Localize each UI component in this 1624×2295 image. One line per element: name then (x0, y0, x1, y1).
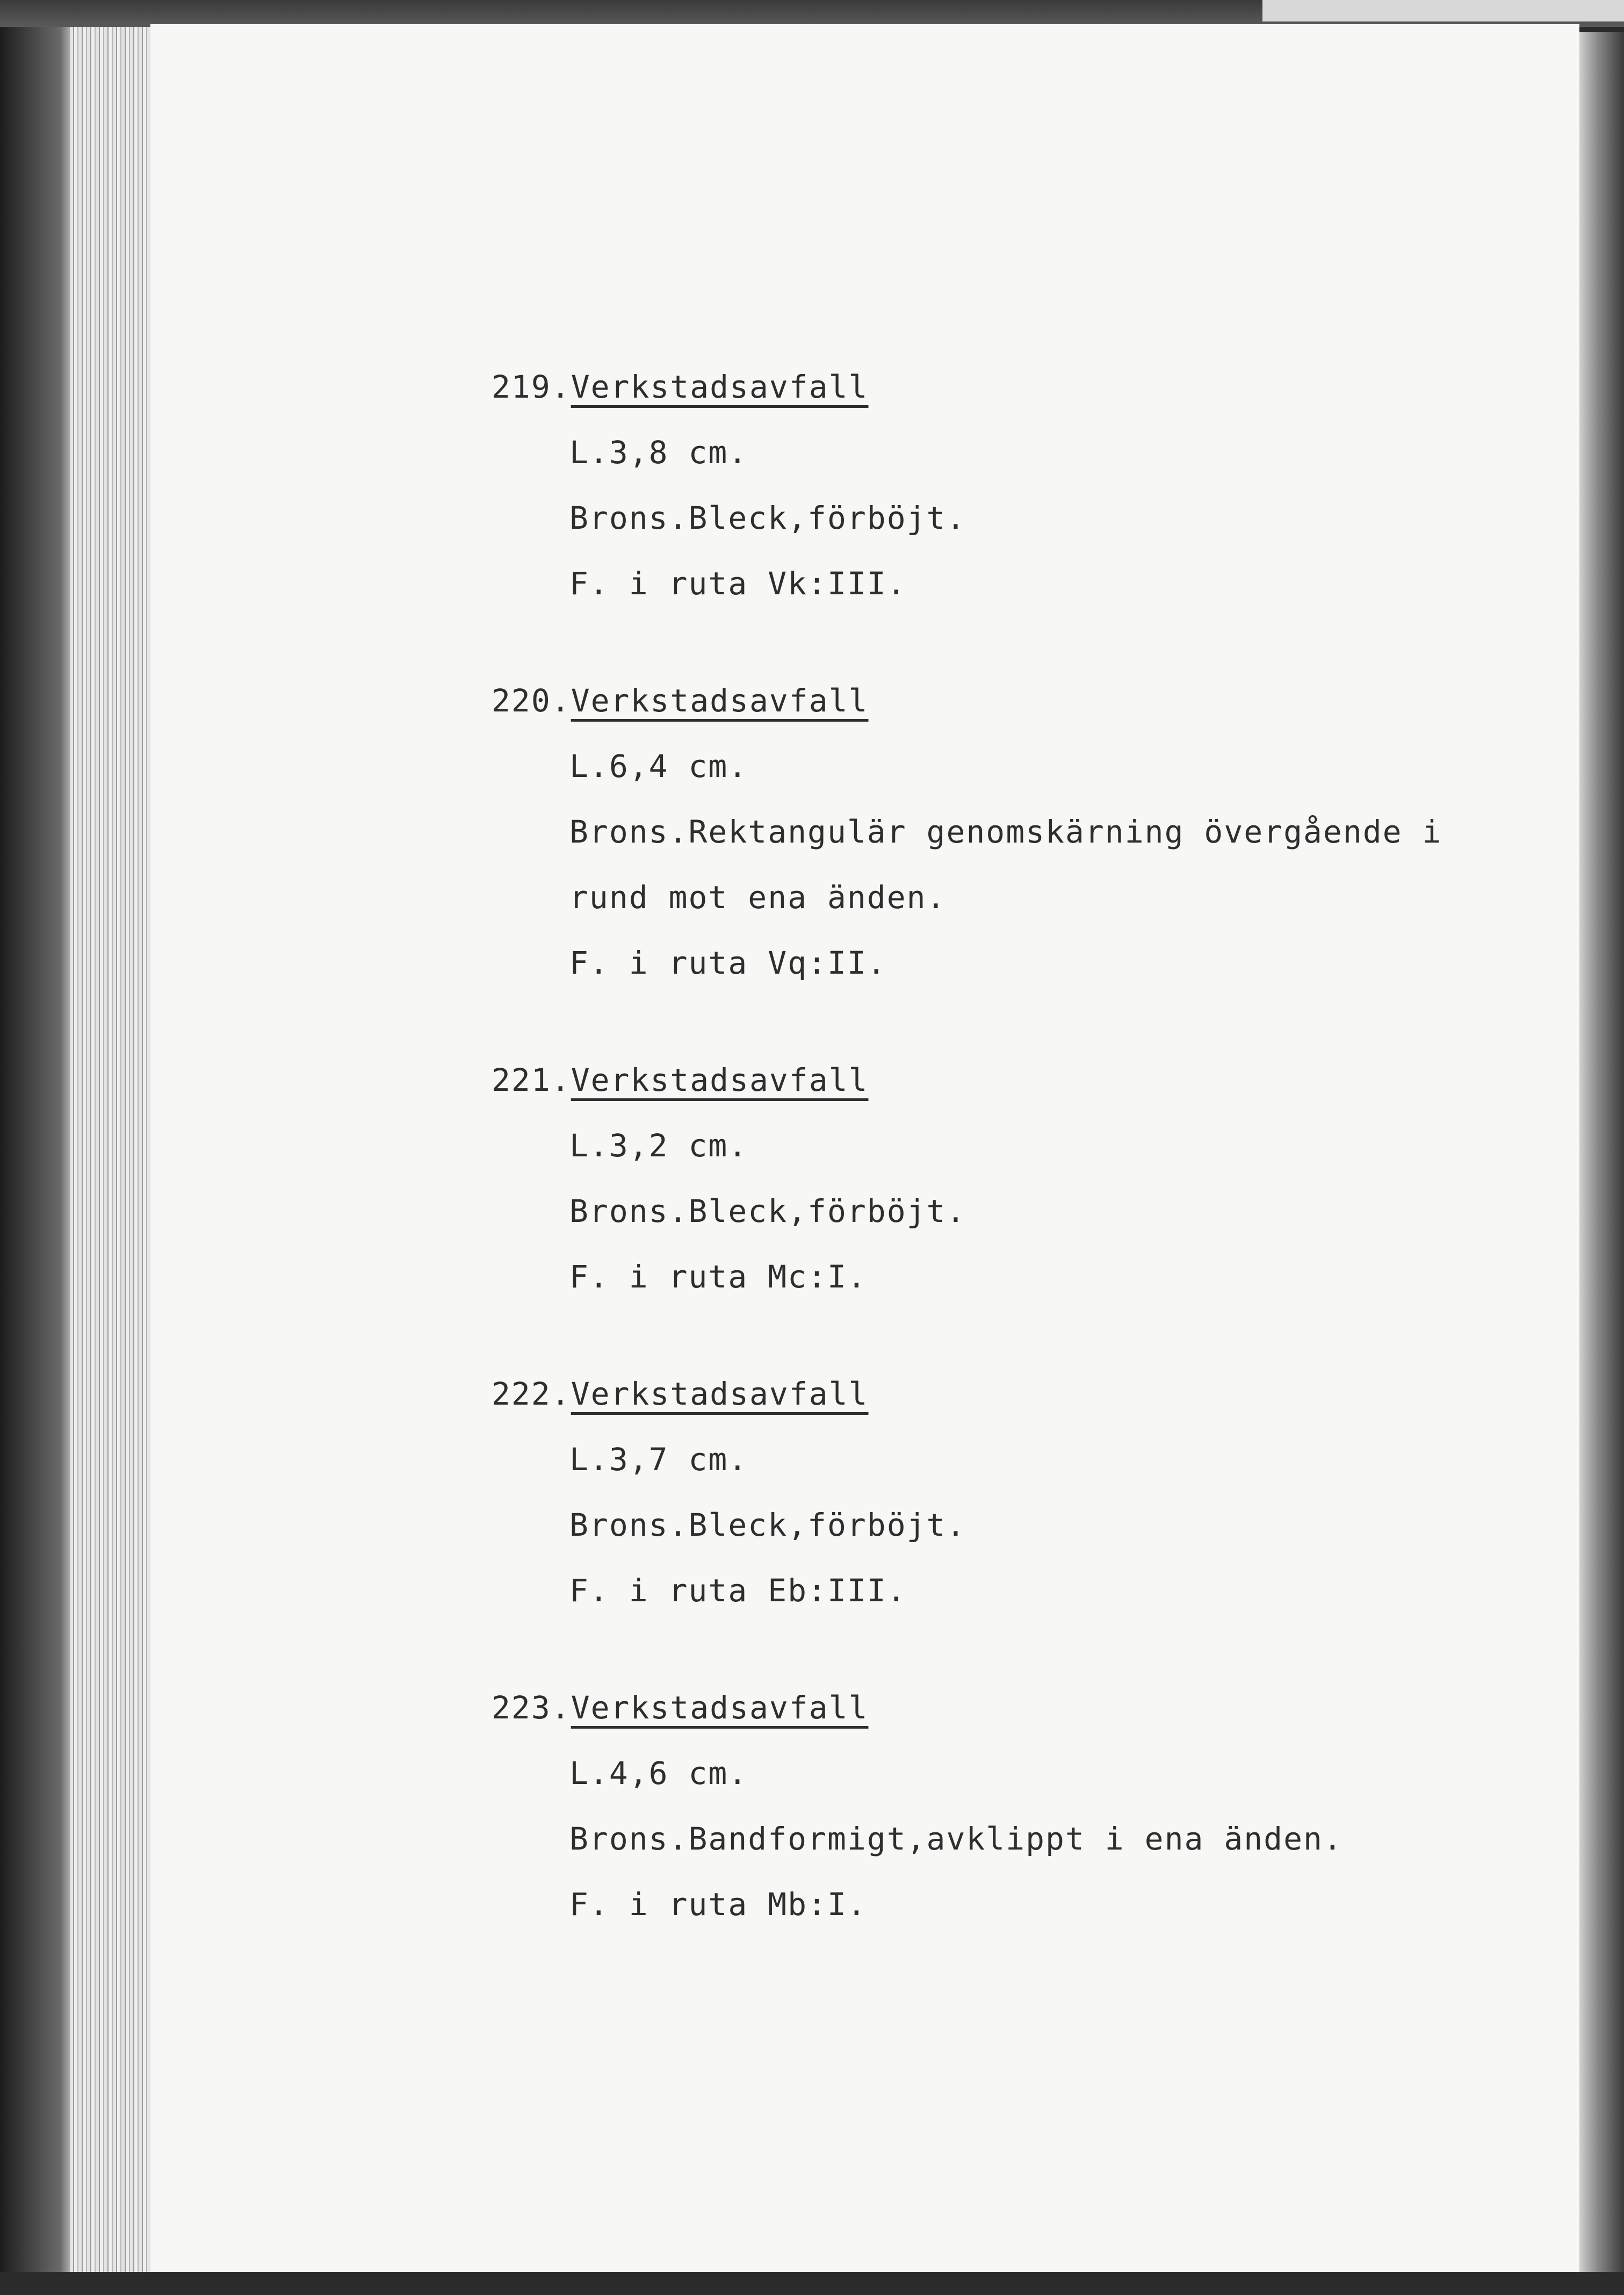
catalog-entry (492, 1686, 1512, 1948)
entry-title: Verkstadsavfall (571, 1376, 869, 1412)
entry-number: 222. (492, 1376, 571, 1412)
entry-line: Brons.Bleck,förböjt. (569, 1507, 966, 1543)
entry-line: L.3,7 cm. (569, 1441, 748, 1478)
catalog-entry (492, 1059, 1512, 1321)
catalog-entry (492, 679, 1512, 1007)
catalog-entry (492, 1372, 1512, 1635)
scan-bottom-strip (0, 2272, 1624, 2295)
entry-number: 220. (492, 682, 571, 719)
page-right-edge (1579, 32, 1624, 2273)
entry-line: rund mot ena änden. (569, 879, 947, 916)
entry-heading (492, 679, 1512, 745)
entry-heading (492, 1059, 1512, 1124)
entry-line: Brons.Rektangulär genomskärning övergående i (569, 814, 1442, 850)
entry-title: Verkstadsavfall (571, 1062, 869, 1098)
entry-line: L.6,4 cm. (569, 748, 748, 785)
entry-title: Verkstadsavfall (571, 682, 869, 719)
entry-heading (492, 1372, 1512, 1438)
scan-top-strip-light (1262, 0, 1624, 21)
entry-line: F. i ruta Vk:III. (569, 565, 907, 602)
entry-line: Brons.Bleck,förböjt. (569, 1193, 966, 1229)
entry-line: F. i ruta Mb:I. (569, 1886, 867, 1923)
entry-title: Verkstadsavfall (571, 369, 869, 405)
entry-line: Brons.Bleck,förböjt. (569, 500, 966, 536)
entry-line: F. i ruta Eb:III. (569, 1572, 907, 1609)
entry-number: 221. (492, 1062, 571, 1098)
entry-line: L.4,6 cm. (569, 1755, 748, 1792)
entry-line: Brons.Bandformigt,avklippt i ena änden. (569, 1821, 1343, 1857)
entry-line: F. i ruta Vq:II. (569, 945, 887, 981)
entry-heading (492, 365, 1512, 431)
catalog-entries (492, 365, 1512, 2000)
catalog-entry (492, 365, 1512, 628)
scan-left-shadow (0, 0, 75, 2295)
entry-number: 223. (492, 1689, 571, 1726)
entry-title: Verkstadsavfall (571, 1689, 869, 1726)
entry-line: L.3,2 cm. (569, 1127, 748, 1164)
entry-line: F. i ruta Mc:I. (569, 1258, 867, 1295)
entry-number: 219. (492, 369, 571, 405)
entry-line: L.3,8 cm. (569, 434, 748, 471)
entry-heading (492, 1686, 1512, 1752)
book-page-edges (70, 21, 156, 2278)
